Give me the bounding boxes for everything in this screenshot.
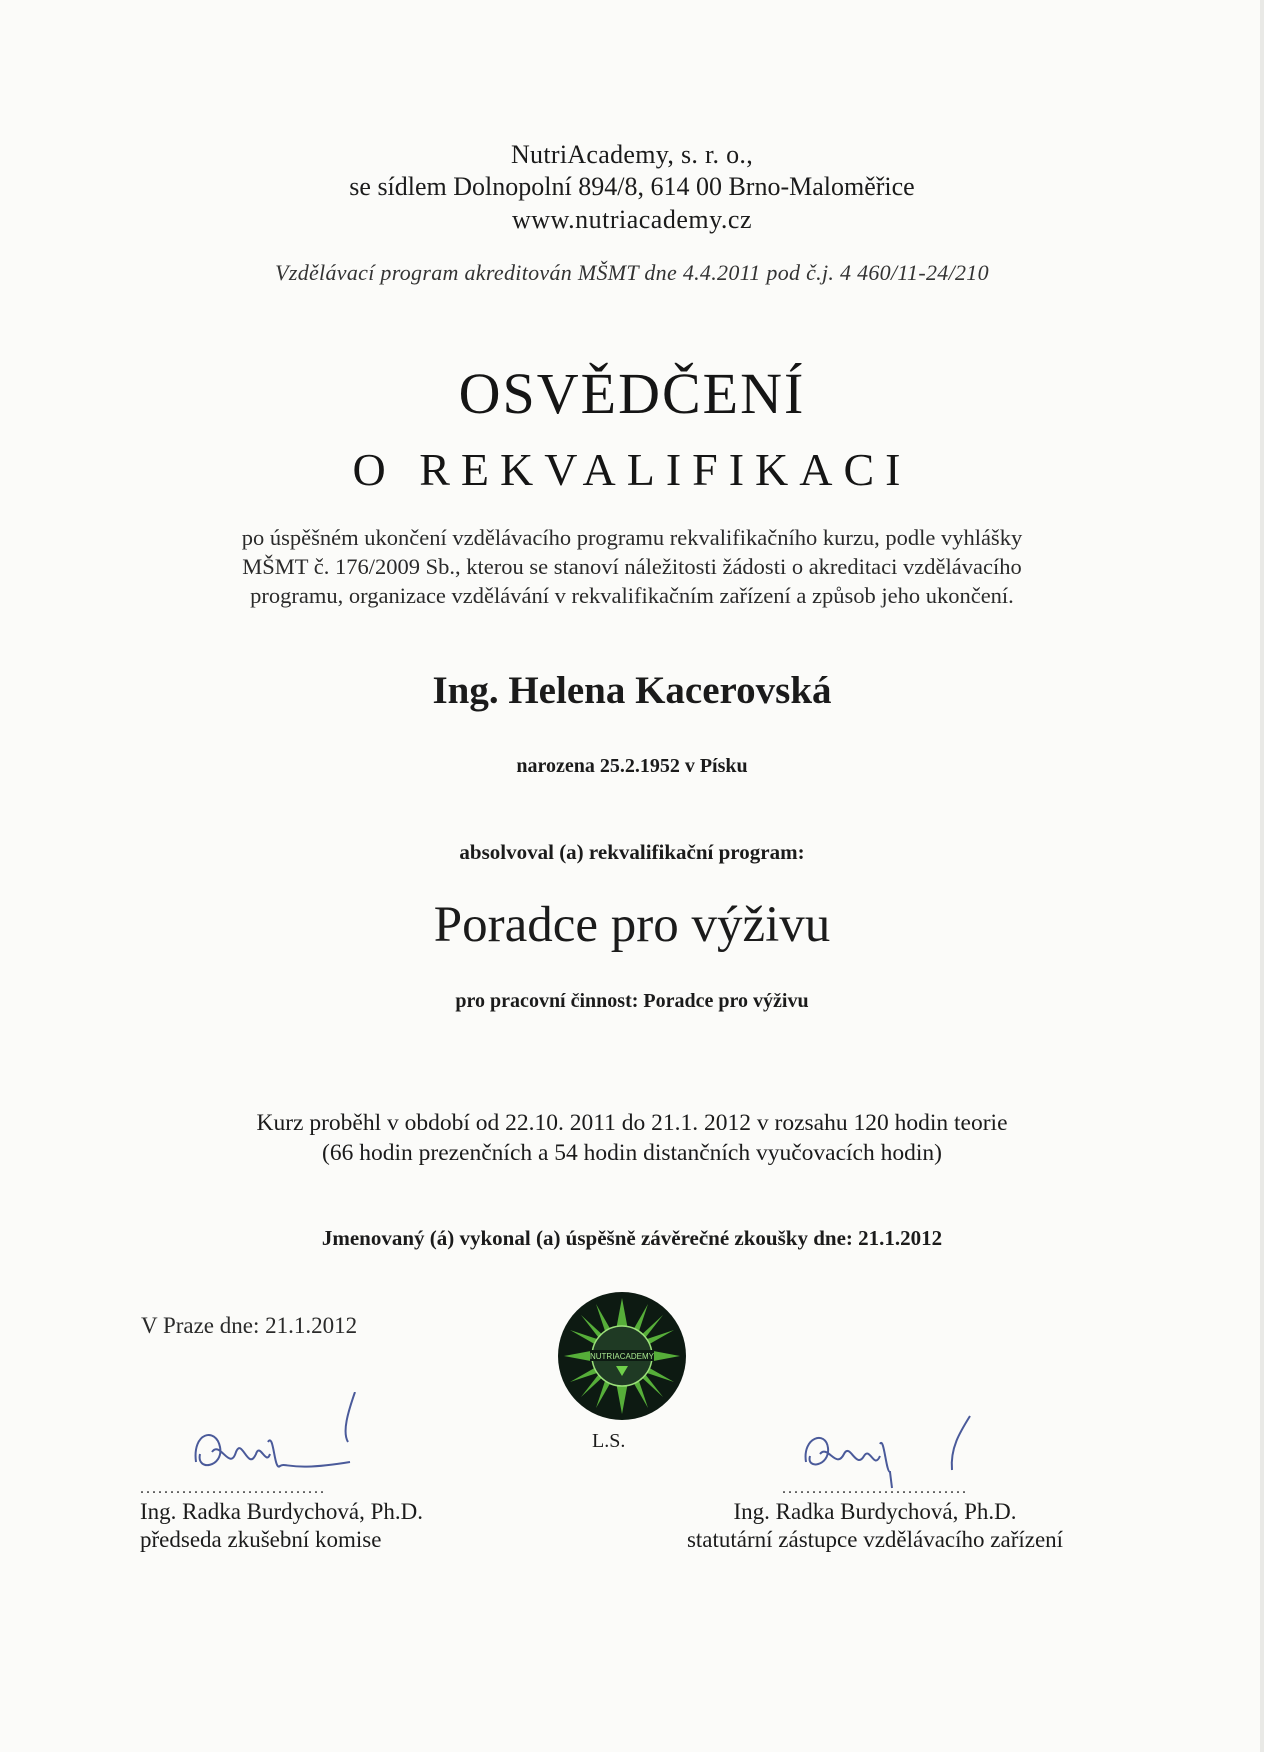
certificate-title: OSVĚDČENÍ: [458, 361, 806, 426]
signature-right-role: statutární zástupce vzdělávacího zařízení: [686, 1527, 1064, 1552]
official-seal-icon: [556, 1290, 688, 1422]
intro-line: MŠMT č. 176/2009 Sb., kterou se stanoví náležitosti žádosti o akreditaci vzdělávacího: [242, 554, 1022, 579]
holder-birth: narozena 25.2.1952 v Písku: [516, 755, 748, 777]
intro-line: programu, organizace vzdělávání v rekvalifikačním zařízení a způsob jeho ukončení.: [250, 583, 1014, 608]
intro-paragraph: [170, 523, 1094, 610]
signature-left-name: Ing. Radka Burdychová, Ph.D.: [140, 1499, 423, 1524]
signature-left-icon: [190, 1392, 370, 1490]
accreditation-note: Vzdělávací program akreditován MŠMT dne 4.4.2011 pod č.j. 4 460/11-24/210: [275, 260, 989, 285]
course-line: Kurz proběhl v období od 22.10. 2011 do 21.1. 2012 v rozsahu 120 hodin teorie: [256, 1110, 1008, 1136]
holder-name: Ing. Helena Kacerovská: [432, 669, 832, 712]
organization-website: www.nutriacademy.cz: [511, 205, 753, 234]
signature-line: ...............................: [140, 1480, 326, 1497]
occupation: pro pracovní činnost: Poradce pro výživu: [455, 990, 809, 1012]
course-line: (66 hodin prezenčních a 54 hodin distančních vyučovacích hodin): [322, 1140, 942, 1166]
signature-line: ...............................: [782, 1480, 968, 1497]
signature-left: [140, 1480, 423, 1554]
place-date: V Praze dne: 21.1.2012: [141, 1313, 358, 1338]
signature-right-name: Ing. Radka Burdychová, Ph.D.: [733, 1499, 1017, 1524]
certificate-subtitle: O REKVALIFIKACI: [352, 444, 912, 495]
intro-line: po úspěšném ukončení vzdělávacího programu rekvalifikačního kurzu, podle vyhlášky: [241, 525, 1023, 550]
course-details: [200, 1108, 1064, 1168]
seal-label: L.S.: [592, 1430, 626, 1452]
organization-name: NutriAcademy, s. r. o.,: [510, 140, 754, 169]
signature-right: [660, 1480, 1090, 1554]
completed-label: absolvoval (a) rekvalifikační program:: [459, 840, 805, 864]
organization-address: se sídlem Dolnopolní 894/8, 614 00 Brno-Maloměřice: [349, 172, 915, 201]
exam-statement: Jmenovaný (á) vykonal (a) úspěšně závěrečné zkoušky dne: 21.1.2012: [321, 1226, 943, 1250]
program-name: Poradce pro výživu: [433, 897, 831, 953]
signature-left-role: předseda zkušební komise: [140, 1527, 382, 1552]
seal-text: NUTRIACADEMY: [589, 1352, 655, 1361]
